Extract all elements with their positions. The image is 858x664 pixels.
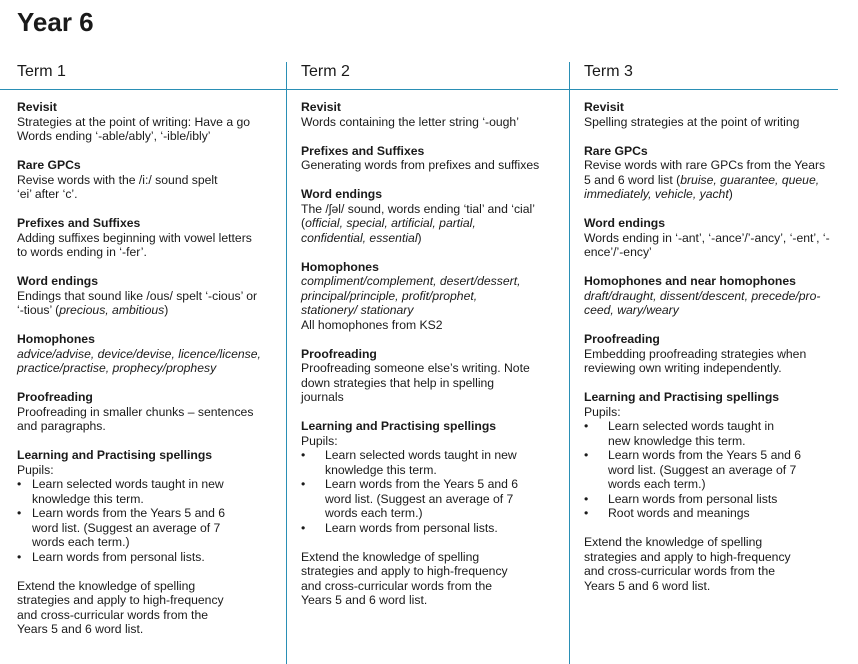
section-heading: Prefixes and Suffixes: [17, 216, 141, 230]
term-2-word-endings: [301, 187, 562, 245]
term-3-homophones: [584, 274, 851, 318]
section-heading: Rare GPCs: [584, 143, 648, 158]
term-1-body: [17, 100, 278, 651]
example-words: precious, ambitious: [59, 303, 165, 317]
term-2-revisit: [301, 100, 562, 129]
list-text: Learn words from the Years 5 and 6: [32, 506, 226, 520]
term-2-body: [301, 100, 562, 622]
section-heading: Homophones and near homophones: [584, 274, 796, 288]
list-text: Learn words from the Years 5 and 6: [325, 477, 519, 491]
list-text: words each term.): [32, 535, 130, 549]
section-text: strategies and apply to high-frequency: [584, 549, 791, 564]
term-1-word-endings: [17, 274, 278, 318]
term-1-learning: [17, 448, 278, 564]
section-heading: Prefixes and Suffixes: [301, 143, 425, 158]
section-text: strategies and apply to high-frequency: [17, 593, 224, 607]
section-text: and cross-curricular words from the: [584, 564, 775, 578]
term-3-extend: [584, 535, 851, 593]
term-2-proofreading: [301, 347, 562, 405]
example-words: confidential, essential: [301, 230, 418, 245]
section-heading: Rare GPCs: [17, 158, 81, 172]
section-text: to words ending in ‘-fer’.: [17, 245, 147, 259]
term-3-rare-gpcs: [584, 144, 851, 202]
list-text: Learn words from personal lists.: [325, 520, 498, 535]
term-1-rare-gpcs: [17, 158, 278, 202]
section-text: [17, 303, 278, 318]
text-span: 5 and 6 word list (: [584, 172, 681, 187]
term-1-homophones: [17, 332, 278, 376]
section-heading: Proofreading: [17, 390, 93, 404]
list-item: [301, 448, 562, 477]
section-text: Years 5 and 6 word list.: [301, 593, 428, 607]
section-heading: Learning and Practising spellings: [17, 448, 213, 462]
list-text: word list. (Suggest an average of 7: [325, 491, 514, 506]
section-text: strategies and apply to high-frequency: [301, 564, 508, 578]
pupils-label: Pupils:: [584, 404, 621, 419]
term-1-revisit: [17, 100, 278, 144]
term-3-column: [569, 62, 858, 664]
section-text: Words ending in ‘-ant’, ‘-ance’/’-ancy’, ‘-ent’, ‘-: [584, 230, 830, 245]
learning-list: [17, 477, 278, 564]
term-2-homophones: [301, 260, 562, 333]
section-text: Proofreading in smaller chunks – sentences: [17, 404, 254, 419]
term-3-learning: [584, 390, 851, 521]
section-text: journals: [301, 390, 344, 404]
list-item: [17, 477, 278, 506]
term-1-proofreading: [17, 390, 278, 434]
section-text: Generating words from prefixes and suffixes: [301, 158, 540, 172]
learning-list: [584, 419, 851, 521]
section-text: and paragraphs.: [17, 419, 106, 433]
list-item: [584, 492, 851, 507]
list-item: [301, 477, 562, 521]
section-text: advice/advise, device/devise, licence/license,: [17, 346, 261, 361]
section-heading: Proofreading: [584, 332, 660, 346]
term-1-extend: [17, 579, 278, 637]
term-3-proofreading: [584, 332, 851, 376]
term-2-column: [286, 62, 570, 664]
section-text: Revise words with the /i:/ sound spelt: [17, 172, 218, 187]
learning-list: [301, 448, 562, 535]
term-3-revisit: [584, 100, 851, 129]
section-text: Extend the knowledge of spelling: [17, 578, 196, 593]
text-span: ): [417, 230, 422, 245]
section-text: All homophones from KS2: [301, 317, 443, 332]
section-text: Years 5 and 6 word list.: [17, 622, 144, 636]
section-heading: Learning and Practising spellings: [301, 419, 497, 433]
section-text: Words containing the letter string ‘-ough’: [301, 114, 519, 129]
term-1-prefixes-suffixes: [17, 216, 278, 260]
pupils-label: Pupils:: [301, 433, 338, 448]
list-text: Learn selected words taught in new: [325, 448, 517, 462]
section-text: draft/draught, dissent/descent, precede/pro-: [584, 288, 821, 303]
section-text: practice/practise, prophecy/prophesy: [17, 361, 217, 375]
list-text: word list. (Suggest an average of 7: [608, 462, 797, 477]
list-item: [584, 448, 851, 492]
section-text: Words ending ‘-able/ably’, ‘-ible/ibly’: [17, 129, 211, 143]
term-3-word-endings: [584, 216, 851, 260]
term-1-column: [0, 62, 286, 664]
section-text: reviewing own writing independently.: [584, 361, 782, 375]
term-2-prefixes-suffixes: [301, 144, 562, 173]
section-heading: Revisit: [301, 100, 341, 114]
section-heading: Learning and Practising spellings: [584, 390, 780, 404]
text-span: ‘-tious’ (: [17, 303, 60, 317]
text-span: ): [164, 303, 169, 317]
section-text: Adding suffixes beginning with vowel letters: [17, 230, 252, 245]
section-text: and cross-curricular words from the: [17, 607, 208, 622]
list-item: [584, 506, 851, 521]
section-text: stationery/ stationary: [301, 303, 414, 317]
section-text: ence’/’-ency’: [584, 245, 652, 259]
list-text: Learn selected words taught in: [608, 419, 774, 433]
section-heading: Homophones: [17, 332, 95, 346]
section-text: Years 5 and 6 word list.: [584, 578, 711, 593]
list-text: Learn words from personal lists: [608, 491, 778, 506]
term-2-extend: [301, 550, 562, 608]
list-text: Learn words from personal lists.: [32, 549, 205, 564]
list-text: word list. (Suggest an average of 7: [32, 520, 221, 535]
term-3-heading: Term 3: [584, 63, 633, 80]
section-text: The /ʃəl/ sound, words ending ‘tial’ and ‘cial’: [301, 201, 535, 216]
list-text: knowledge this term.: [325, 462, 437, 477]
section-text: Embedding proofreading strategies when: [584, 346, 807, 361]
section-text: Spelling strategies at the point of writing: [584, 114, 800, 129]
section-text: Strategies at the point of writing: Have a go: [17, 114, 251, 129]
section-text: down strategies that help in spelling: [301, 375, 495, 390]
page-title: Year 6: [17, 7, 94, 37]
section-text: [301, 216, 562, 231]
term-3-body: [584, 100, 851, 608]
example-words: bruise, guarantee, queue,: [680, 172, 820, 187]
section-heading: Homophones: [301, 259, 379, 274]
list-text: knowledge this term.: [32, 491, 144, 506]
section-text: Extend the knowledge of spelling: [301, 549, 480, 564]
list-text: words each term.): [608, 477, 706, 491]
list-text: Learn words from the Years 5 and 6: [608, 448, 802, 462]
section-heading: Revisit: [17, 100, 57, 114]
section-text: [584, 187, 851, 202]
example-words: official, special, artificial, partial,: [305, 216, 476, 230]
section-text: and cross-curricular words from the: [301, 578, 492, 593]
list-text: new knowledge this term.: [608, 433, 746, 448]
list-item: [301, 521, 562, 536]
term-2-heading: Term 2: [301, 63, 350, 80]
section-text: [584, 173, 851, 188]
term-1-heading: Term 1: [17, 63, 66, 80]
section-heading: Word endings: [17, 274, 99, 288]
text-span: ): [728, 187, 733, 201]
list-item: [17, 550, 278, 565]
section-heading: Word endings: [584, 216, 666, 230]
text-span: (: [301, 216, 306, 230]
section-heading: Word endings: [301, 187, 383, 201]
list-text: Learn selected words taught in new: [32, 477, 224, 491]
section-heading: Proofreading: [301, 346, 377, 361]
section-text: ‘ei’ after ‘c’.: [17, 187, 78, 201]
section-text: Endings that sound like /ous/ spelt ‘-cious’ or: [17, 288, 258, 303]
example-words: immediately, vehicle, yacht: [584, 187, 729, 201]
section-text: ceed, wary/weary: [584, 303, 679, 317]
list-text: Root words and meanings: [608, 506, 750, 520]
section-text: Revise words with rare GPCs from the Years: [584, 158, 826, 172]
section-text: Extend the knowledge of spelling: [584, 535, 763, 549]
pupils-label: Pupils:: [17, 462, 54, 477]
list-text: words each term.): [325, 506, 423, 520]
section-heading: Revisit: [584, 100, 624, 114]
term-2-learning: [301, 419, 562, 535]
section-text: Proofreading someone else’s writing. Note: [301, 361, 530, 375]
section-text: [301, 231, 562, 246]
section-text: principal/principle, profit/prophet,: [301, 288, 478, 303]
list-item: [17, 506, 278, 550]
list-item: [584, 419, 851, 448]
section-text: compliment/complement, desert/dessert,: [301, 274, 521, 288]
